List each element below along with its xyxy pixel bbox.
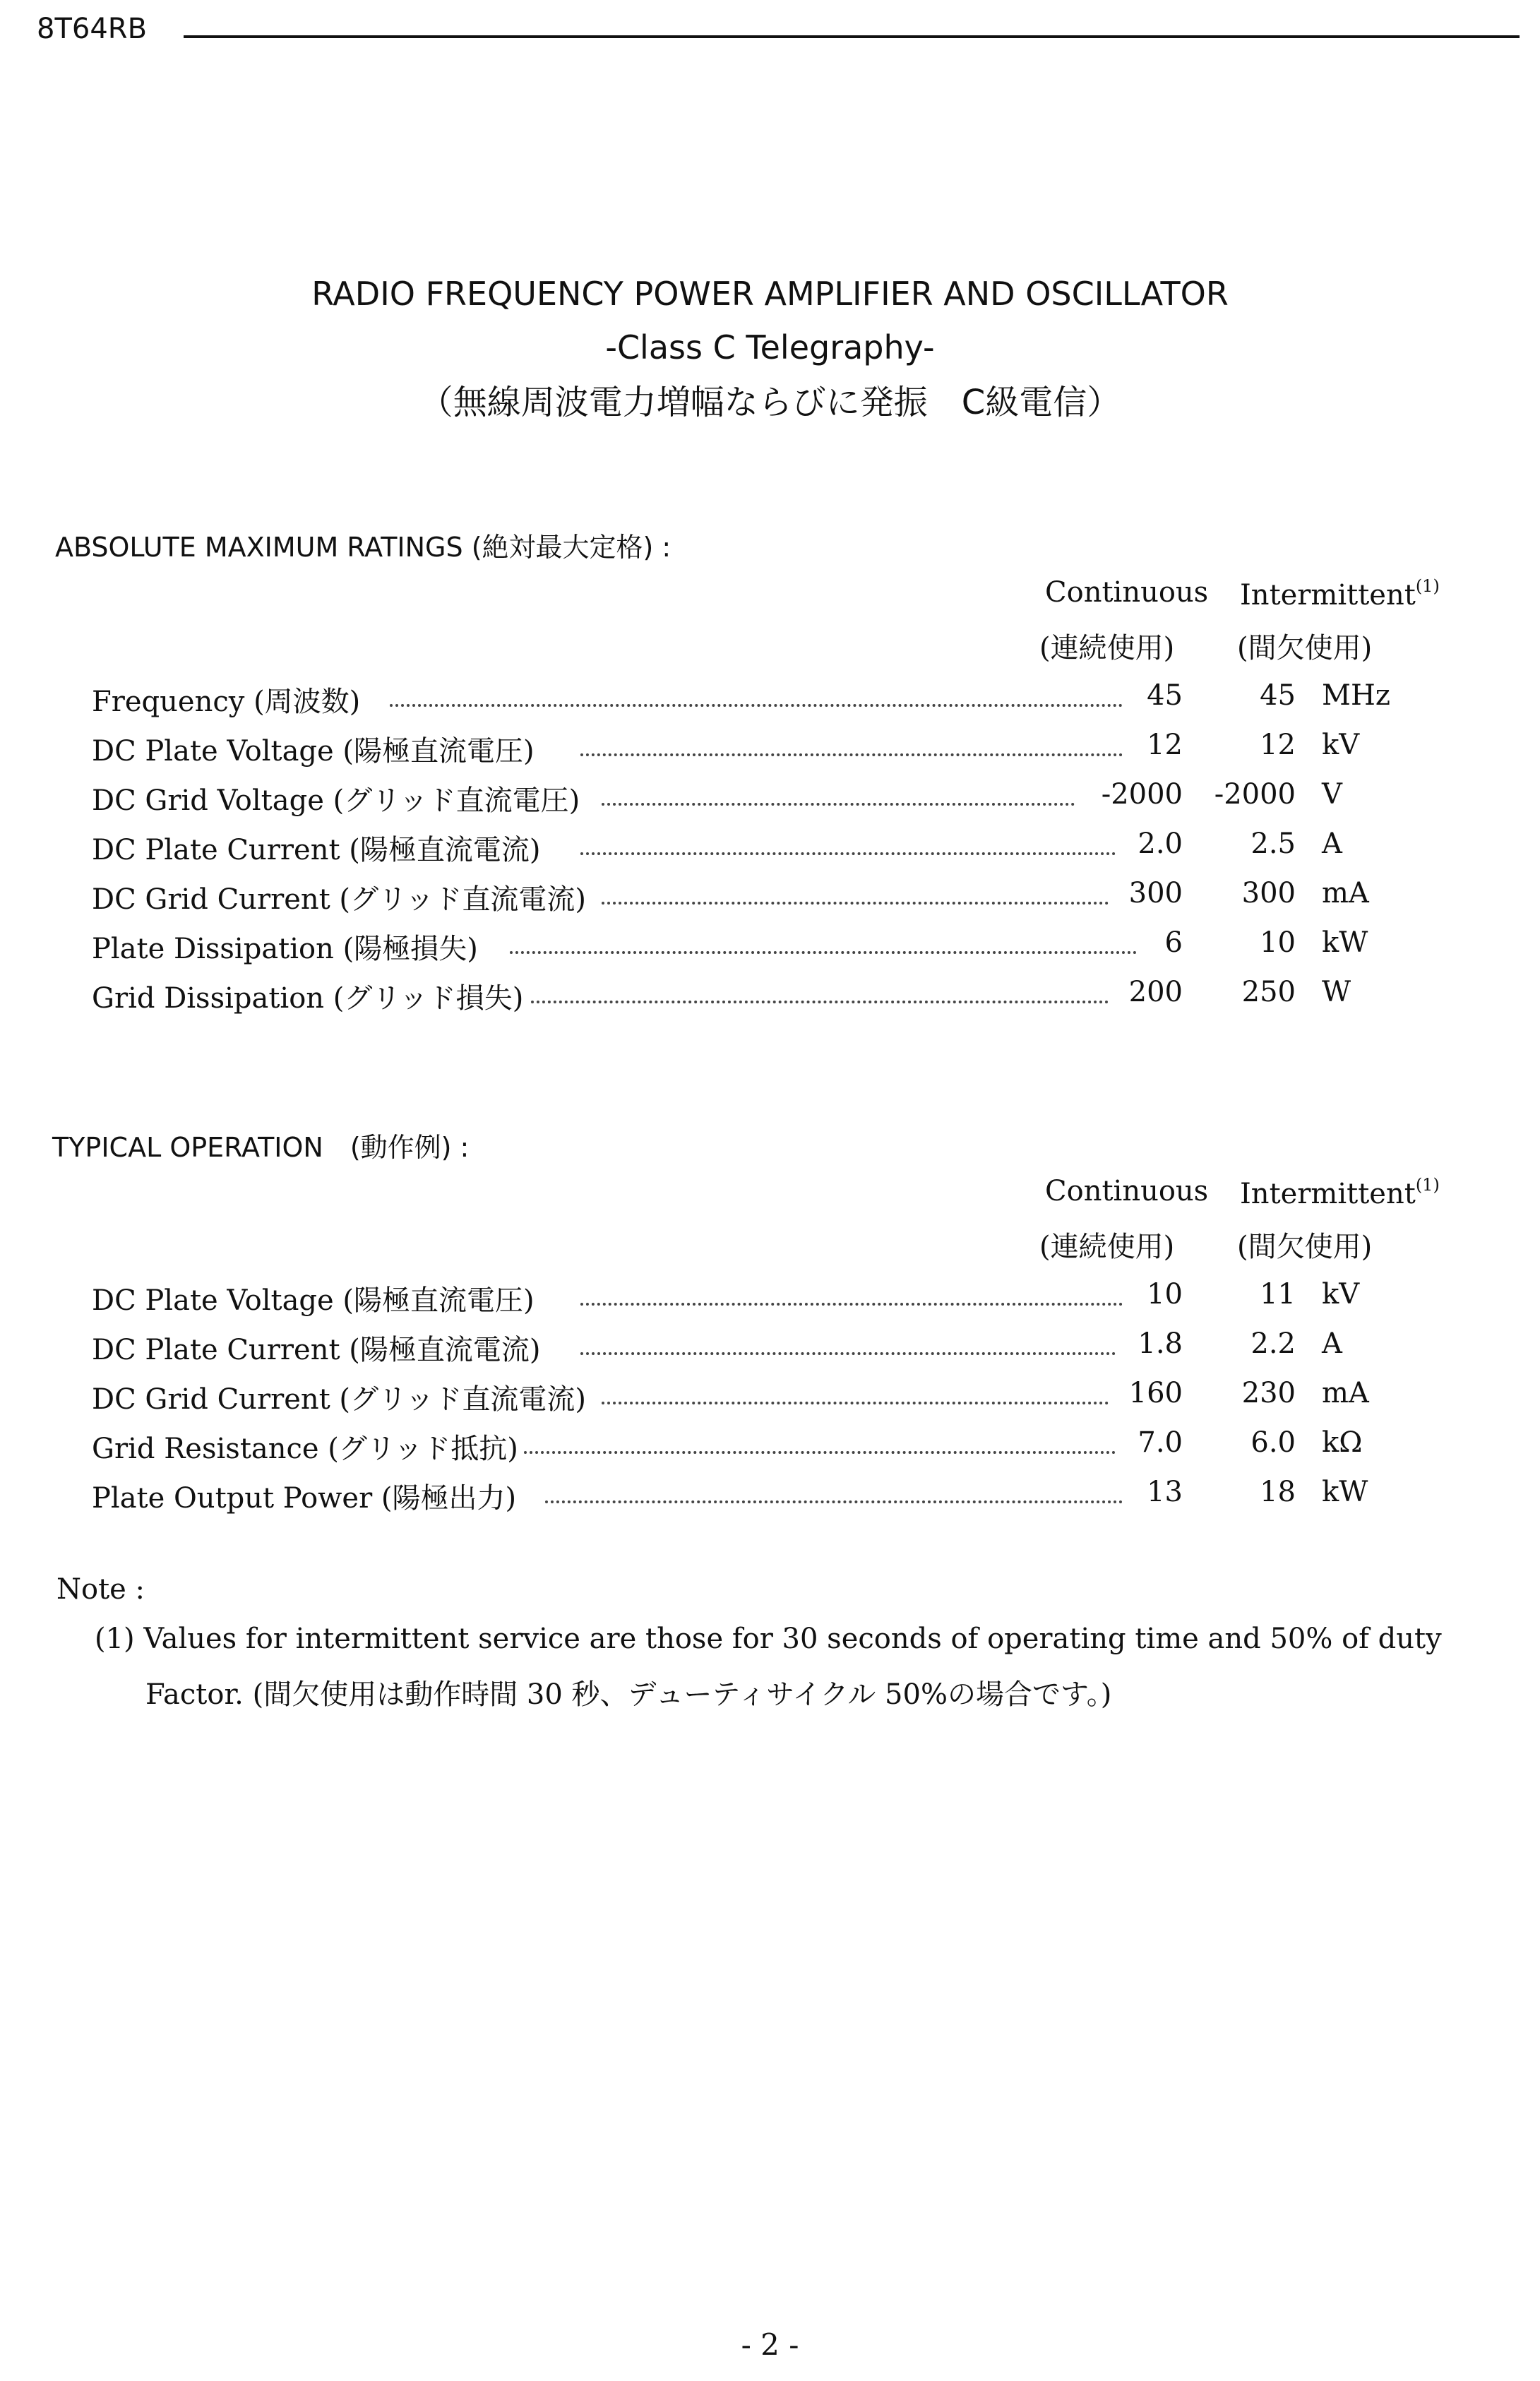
row-label: Plate Dissipation (陽極損失) <box>92 933 478 965</box>
table-row <box>0 1419 1540 1469</box>
leader-dots <box>602 803 1075 806</box>
row-label: Grid Resistance (グリッド抵抗) <box>92 1433 518 1465</box>
table-row <box>0 672 1540 722</box>
table-row <box>0 771 1540 820</box>
continuous-value: 1.8 <box>1138 1327 1183 1360</box>
intermittent-value: 2.2 <box>1250 1327 1296 1360</box>
leader-dots <box>524 1451 1116 1454</box>
typical-section-title: TYPICAL OPERATION (動作例) : <box>52 1132 470 1163</box>
ratings-col-intermittent-label: Intermittent <box>1240 579 1416 611</box>
table-row <box>0 820 1540 870</box>
title-line-2: -Class C Telegraphy- <box>605 328 935 366</box>
ratings-col-intermittent <box>1240 576 1440 611</box>
continuous-value: 7.0 <box>1138 1426 1183 1459</box>
unit: kW <box>1322 926 1368 959</box>
footnote-ref: (1) <box>1415 1175 1440 1195</box>
header-rule <box>184 35 1520 38</box>
typical-col-continuous: Continuous <box>1045 1175 1209 1207</box>
continuous-value: 13 <box>1147 1476 1183 1508</box>
intermittent-value: 2.5 <box>1250 828 1296 860</box>
row-label: Grid Dissipation (グリッド損失) <box>92 982 524 1015</box>
leader-dots <box>545 1500 1123 1503</box>
intermittent-value: 250 <box>1241 976 1296 1008</box>
continuous-value: 200 <box>1128 976 1183 1008</box>
unit: kW <box>1322 1476 1368 1508</box>
row-label: DC Grid Current (グリッド直流電流) <box>92 1383 587 1416</box>
row-label: DC Plate Current (陽極直流電流) <box>92 834 541 866</box>
intermittent-value: 18 <box>1260 1476 1296 1508</box>
leader-dots <box>531 1001 1109 1003</box>
ratings-col-continuous: Continuous <box>1045 576 1209 609</box>
page-number: - 2 - <box>741 2327 799 2362</box>
unit: mA <box>1322 877 1369 909</box>
ratings-section-title: ABSOLUTE MAXIMUM RATINGS (絶対最大定格) : <box>55 532 671 563</box>
intermittent-value: 12 <box>1260 729 1296 761</box>
unit: A <box>1322 828 1342 860</box>
table-row <box>0 722 1540 771</box>
continuous-value: 2.0 <box>1138 828 1183 860</box>
row-label: Plate Output Power (陽極出力) <box>92 1482 517 1515</box>
typical-col-intermittent <box>1240 1175 1440 1210</box>
continuous-value: 45 <box>1147 679 1183 712</box>
leader-dots <box>580 1352 1116 1355</box>
continuous-value: 160 <box>1128 1377 1183 1409</box>
intermittent-value: 300 <box>1241 877 1296 909</box>
title-line-3: （無線周波電力増幅ならびに発振 C級電信） <box>419 383 1121 422</box>
table-row <box>0 969 1540 1018</box>
row-label: Frequency (周波数) <box>92 686 361 718</box>
table-row <box>0 870 1540 919</box>
intermittent-value: -2000 <box>1214 778 1296 811</box>
typical-col-intermittent-jp: (間欠使用) <box>1237 1231 1373 1263</box>
intermittent-value: 230 <box>1241 1377 1296 1409</box>
table-row <box>0 1469 1540 1518</box>
unit: mA <box>1322 1377 1369 1409</box>
note-text-line-1: (1) Values for intermittent service are those for 30 seconds of operating time and 50% of duty <box>95 1623 1442 1655</box>
leader-dots <box>580 852 1116 855</box>
leader-dots <box>580 753 1123 756</box>
note-text-line-2: Factor. (間欠使用は動作時間 30 秒、デューティサイクル 50%の場合です。) <box>145 1678 1112 1711</box>
unit: kV <box>1322 1278 1360 1311</box>
unit: W <box>1322 976 1351 1008</box>
intermittent-value: 45 <box>1260 679 1296 712</box>
title-line-1: RADIO FREQUENCY POWER AMPLIFIER AND OSCILLATOR <box>311 275 1229 313</box>
note-label: Note : <box>56 1573 145 1606</box>
typical-col-continuous-jp: (連続使用) <box>1039 1231 1175 1263</box>
unit: MHz <box>1322 679 1390 712</box>
continuous-value: 300 <box>1128 877 1183 909</box>
leader-dots <box>602 902 1109 905</box>
typical-col-intermittent-label: Intermittent <box>1240 1178 1416 1210</box>
intermittent-value: 11 <box>1260 1278 1296 1311</box>
page-header <box>37 8 1520 58</box>
table-row <box>0 919 1540 969</box>
row-label: DC Plate Current (陽極直流電流) <box>92 1334 541 1366</box>
row-label: DC Grid Current (グリッド直流電流) <box>92 883 587 916</box>
table-row <box>0 1320 1540 1370</box>
table-row <box>0 1370 1540 1419</box>
title-block <box>0 267 1540 431</box>
intermittent-value: 6.0 <box>1250 1426 1296 1459</box>
ratings-col-intermittent-jp: (間欠使用) <box>1237 632 1373 664</box>
row-label: DC Plate Voltage (陽極直流電圧) <box>92 735 535 768</box>
continuous-value: -2000 <box>1101 778 1183 811</box>
continuous-value: 10 <box>1147 1278 1183 1311</box>
table-row <box>0 1271 1540 1320</box>
continuous-value: 6 <box>1164 926 1183 959</box>
footnote-ref: (1) <box>1415 576 1440 596</box>
row-label: DC Plate Voltage (陽極直流電圧) <box>92 1284 535 1317</box>
model-code: 8T64RB <box>37 13 148 45</box>
continuous-value: 12 <box>1147 729 1183 761</box>
leader-dots <box>510 951 1137 954</box>
unit: A <box>1322 1327 1342 1360</box>
intermittent-value: 10 <box>1260 926 1296 959</box>
leader-dots <box>390 704 1123 707</box>
unit: kV <box>1322 729 1360 761</box>
ratings-col-continuous-jp: (連続使用) <box>1039 632 1175 664</box>
unit: kΩ <box>1322 1426 1363 1459</box>
leader-dots <box>580 1303 1123 1306</box>
row-label: DC Grid Voltage (グリッド直流電圧) <box>92 784 580 817</box>
leader-dots <box>602 1402 1109 1404</box>
unit: V <box>1322 778 1342 811</box>
